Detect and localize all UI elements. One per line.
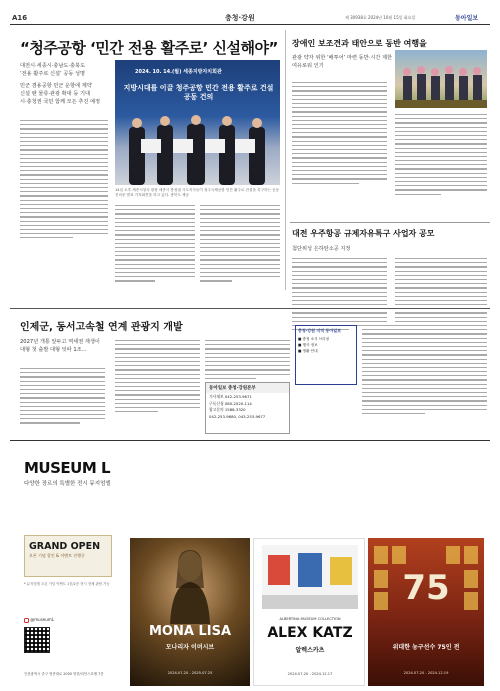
mid-page-rule: [10, 308, 490, 309]
grand-open-title: GRAND OPEN: [29, 541, 101, 552]
basketball-poster: [368, 538, 484, 686]
qr-code-icon[interactable]: [24, 627, 50, 653]
ad-top-rule: [10, 440, 490, 441]
infobox-title: 동아일보 충청·강원본부: [206, 383, 289, 393]
inje-headline: 인제군, 동서고속철 연계 관광지 개발: [20, 322, 183, 333]
grand-open-box: [24, 535, 112, 577]
ceremony-photo: [115, 60, 280, 185]
side-story-sub: 관광 약자 위한 ‘배투어’ 마련 동반·시간 제한 여유로워 인기: [292, 55, 393, 69]
poster3-sub: 위대한 농구선수 75인 전: [392, 644, 460, 651]
infobox-row: 구독신청 080-2020-114: [209, 400, 252, 406]
instagram-icon: [24, 618, 29, 623]
infobox-row: 042-253-9680, 043-253-9677: [209, 413, 266, 419]
side-story-body-2: [395, 114, 487, 195]
poster1-dates: 2024.07.20 - 2025.07.25: [167, 671, 213, 675]
subhead-4: 신설 땐 물류·관광 확대 등 기대: [20, 91, 91, 97]
grand-open-sub: 오픈 기념 할인 & 이벤트 진행중: [29, 553, 85, 558]
main-headline: “청주공항 ‘민간 전용 활주로’ 신설해야”: [20, 39, 278, 57]
group-figures: [395, 50, 487, 108]
subhead-1: 대전시·세종시·충남도·충북도: [20, 63, 86, 69]
photo-banner-date: 2024. 10. 14.(월) 세종지방자치회관: [135, 69, 222, 75]
subhead-3: 민군 겸용공항 민군 운항에 제약: [20, 83, 92, 89]
portrait-figure: [160, 544, 220, 624]
museum-subtitle: 다양한 장르의 특별한 전시 뮤지엄엘: [24, 481, 111, 487]
mona-lisa-poster: [130, 538, 250, 686]
space-zone-headline: 대전 우주항공 규제자유특구 사업자 공모: [292, 229, 435, 238]
space-zone-sub: 첨단위성 은하탄소공 지정: [292, 246, 351, 252]
subhead-2: ‘전용 활주로 신설’ 공동 성명: [20, 71, 86, 77]
section-title: 충청·강원: [225, 14, 255, 22]
header-rule: [10, 24, 490, 25]
grand-open-note: * 뮤지엄엘 오픈 기념 이벤트 1층/2층 전시 전체 관람 가능: [24, 582, 110, 586]
museum-ad: [10, 443, 490, 687]
instagram-handle[interactable]: @museumL: [24, 617, 54, 623]
sidebar-box-title: 충청·강원 지역 동아일보: [298, 328, 341, 333]
side-story-headline: 장애인 보조견과 태안으로 동반 여행을: [292, 39, 427, 48]
officials-figures: [115, 115, 280, 185]
space-zone-body-1: [292, 258, 387, 330]
newspaper-brand: 동아일보: [455, 15, 479, 22]
museum-address: 인천광역시 중구 영종대로 2000 영종/리안스호텔 7층: [24, 672, 104, 676]
main-body-col-2: [115, 205, 195, 282]
inje-sub: 2027년 개통 앞두고 역세권 재생이 대형 첫 출발 대형 잇따 1조...: [20, 339, 100, 353]
inje-body-1: [20, 368, 105, 424]
infobox-row: 광고문의 1588-3320: [209, 407, 246, 412]
main-body-col-1: [20, 120, 108, 238]
sidebar-box-item: ■ 행사 정보: [298, 343, 318, 347]
inje-body-2: [115, 340, 200, 412]
poster1-title: MONA LISA: [149, 624, 231, 639]
side-story-body-1: [292, 82, 387, 184]
regional-sidebar-box: [295, 325, 357, 385]
sidebar-box-item: ■ 충청 소식 브리핑: [298, 337, 330, 341]
poster1-sub: 모나리자 이머시브: [165, 644, 215, 651]
poster2-name: ALEX KATZ: [267, 625, 353, 641]
sidebar-box-item: ■ 생활 안내: [298, 349, 318, 353]
main-subheads: [20, 62, 110, 106]
poster2-sub: 알렉스카츠: [295, 647, 325, 654]
poster3-number: 75: [402, 568, 450, 608]
column-divider: [285, 30, 286, 290]
photo-caption: 14일 오후 세종시청사 광장 세종시 충청권 시도지사들이 청주국제공항 민간 활주로 건설을 촉구하는 공동 건의문 발표 기자회견을 하고 있다. 충북도 제공: [115, 188, 280, 197]
issue-meta: 제 30938호 2024년 10월 15일 화요일: [345, 15, 416, 20]
museum-logo: MUSEUM L: [24, 459, 111, 477]
infobox-row: 기사제보 042-253-9671: [209, 394, 252, 399]
space-zone-body-2: [395, 258, 487, 330]
subhead-5: 시·충청권 국민 함께 모든 추진 예정: [20, 99, 101, 105]
poster3-dates: 2024.07.20 - 2024.12.19: [403, 671, 449, 675]
alex-katz-poster: [253, 538, 365, 686]
poster2-collection: ALBERTINA MUSEUM COLLECTION: [279, 617, 341, 621]
photo-banner-title: 지방시대를 이끌 청주공항 민간 전용 활주로 건설 공동 건의: [123, 84, 274, 101]
section-rule: [290, 222, 490, 223]
inje-body-3: [205, 340, 290, 379]
contact-infobox: [205, 382, 290, 434]
main-body-col-3: [200, 205, 280, 282]
page-number: A16: [12, 14, 28, 22]
guide-dog-photo: [395, 50, 487, 108]
gallery-illustration: [262, 545, 358, 609]
bottom-right-body: [362, 325, 487, 414]
poster2-dates: 2024.07.20 - 2024.12.17: [287, 672, 333, 676]
